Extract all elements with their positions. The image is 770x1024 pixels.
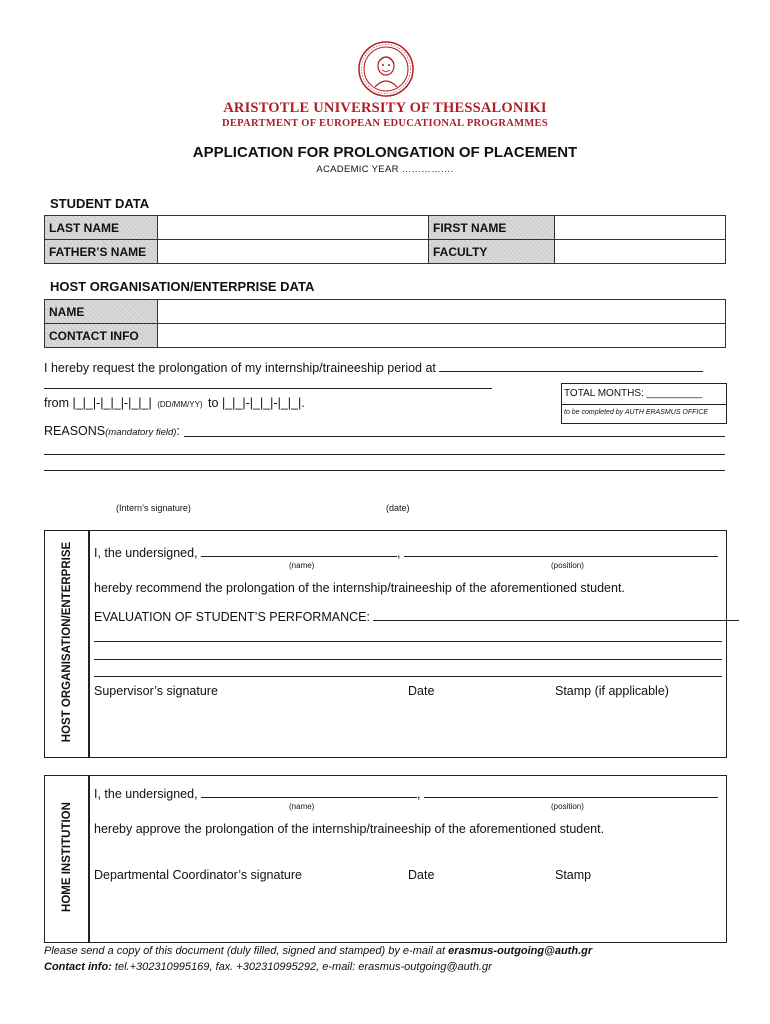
academic-year: ACADEMIC YEAR ……………. (316, 164, 454, 175)
company-input-line[interactable] (439, 371, 703, 372)
home-side-panel (44, 775, 90, 943)
student-data-table (44, 215, 726, 264)
host-data-heading: HOST ORGANISATION/ENTERPRISE DATA (50, 279, 315, 294)
contact-info-field[interactable] (158, 324, 726, 348)
total-months-label[interactable]: TOTAL MONTHS: __________ (564, 388, 703, 399)
evaluation-input-2[interactable] (94, 641, 722, 642)
total-months-box (561, 383, 727, 424)
period-line: from |_|_|-|_|_|-|_|_| (DD/MM/YY) to |_|_|-|_|_|-|_|_|. (44, 396, 305, 410)
evaluation-input-4[interactable] (94, 676, 722, 677)
footer-contact-details: tel.+302310995169, fax. +302310995292, e-mail: erasmus-outgoing@auth.gr (114, 961, 492, 973)
home-stamp-label: Stamp (555, 868, 592, 882)
date-format-hint: (DD/MM/YY) (157, 400, 203, 409)
coordinator-signature-label: Departmental Coordinator’s signature (94, 868, 302, 882)
host-undersigned-label: I, the undersigned, (94, 546, 198, 560)
host-name-label: NAME (45, 300, 158, 324)
from-label: from (44, 396, 69, 410)
home-position-input[interactable] (424, 797, 718, 798)
mandatory-hint: (mandatory field) (105, 427, 177, 438)
faculty-field[interactable] (555, 240, 726, 264)
to-label: to (208, 396, 219, 410)
reasons-input-line-1[interactable] (184, 436, 725, 437)
last-name-field[interactable] (158, 216, 429, 240)
contact-info-label: CONTACT INFO (45, 324, 158, 348)
evaluation-label: EVALUATION OF STUDENT’S PERFORMANCE: (94, 610, 370, 624)
home-approval-box (88, 775, 727, 943)
company-input-line-2[interactable] (44, 388, 492, 389)
home-approve-text: hereby approve the prolongation of the internship/traineeship of the aforementioned student. (94, 822, 605, 836)
first-name-field[interactable] (555, 216, 726, 240)
reasons-input-line-2[interactable] (44, 454, 725, 455)
host-recommendation-box (88, 530, 727, 758)
last-name-label: LAST NAME (45, 216, 158, 240)
reasons-input-line-3[interactable] (44, 470, 725, 471)
page-title: APPLICATION FOR PROLONGATION OF PLACEMENT (192, 144, 578, 161)
home-side-label: HOME INSTITUTION (61, 802, 73, 912)
home-position-caption: (position) (551, 802, 584, 811)
fathers-name-field[interactable] (158, 240, 429, 264)
home-name-input[interactable] (201, 797, 417, 798)
footer-send-note (44, 945, 592, 957)
host-undersigned-line: I, the undersigned, , (94, 546, 718, 560)
host-side-panel (44, 530, 90, 758)
university-seal-logo (358, 41, 414, 97)
footer-email-link[interactable]: erasmus-outgoing@auth.gr (448, 945, 593, 957)
evaluation-line (94, 610, 739, 624)
home-date-label: Date (408, 868, 435, 882)
intern-date-label: (date) (386, 503, 410, 513)
evaluation-input-3[interactable] (94, 659, 722, 660)
home-name-caption: (name) (289, 802, 315, 811)
host-name-input[interactable] (201, 556, 397, 557)
footer-contact-label: Contact info: (44, 961, 112, 973)
total-months-note: to be completed by AUTH ERASMUS OFFICE (564, 409, 709, 416)
host-date-label: Date (408, 684, 435, 698)
faculty-label: FACULTY (429, 240, 555, 264)
host-stamp-label: Stamp (if applicable) (555, 684, 669, 698)
supervisor-signature-label: Supervisor’s signature (94, 684, 218, 698)
home-undersigned-line: I, the undersigned, , (94, 787, 718, 801)
student-data-heading: STUDENT DATA (50, 196, 150, 211)
intern-signature-label: (Intern’s signature) (116, 503, 191, 513)
footer-send-text: Please send a copy of this document (duly filled, signed and stamped) by e-mail at (44, 945, 446, 957)
host-data-table (44, 299, 726, 348)
host-recommend-text: hereby recommend the prolongation of the internship/traineeship of the aforementioned student. (94, 581, 625, 595)
from-date-input[interactable]: |_|_|-|_|_|-|_|_| (72, 396, 152, 410)
footer-contact (44, 961, 492, 973)
reasons-label: REASONS (44, 424, 106, 438)
department-name: DEPARTMENT OF EUROPEAN EDUCATIONAL PROGRAMMES (221, 118, 548, 129)
first-name-label: FIRST NAME (429, 216, 555, 240)
fathers-name-label: FATHER’S NAME (45, 240, 158, 264)
request-intro: I hereby request the prolongation of my internship/traineeship period at (44, 361, 436, 375)
home-undersigned-label: I, the undersigned, (94, 787, 198, 801)
university-name: ARISTOTLE UNIVERSITY OF THESSALONIKI (223, 100, 547, 116)
host-position-caption: (position) (551, 561, 584, 570)
host-side-label: HOST ORGANISATION/ENTERPRISE (61, 541, 73, 743)
host-position-input[interactable] (404, 556, 718, 557)
to-date-input[interactable]: |_|_|-|_|_|-|_|_| (221, 396, 302, 410)
host-name-field[interactable] (158, 300, 726, 324)
evaluation-input-1[interactable] (373, 620, 739, 621)
host-name-caption: (name) (289, 561, 315, 570)
reasons-line: REASONS(mandatory field): (44, 424, 180, 438)
request-line (44, 361, 703, 375)
